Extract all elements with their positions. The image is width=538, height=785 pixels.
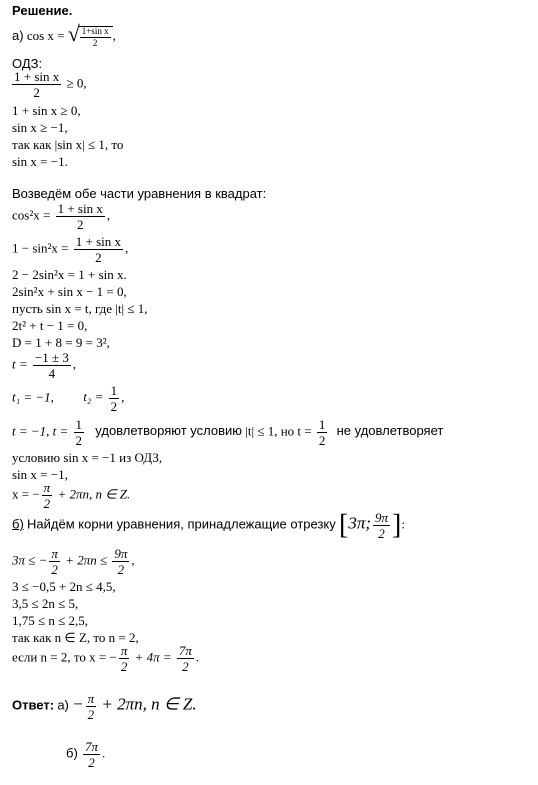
step-13	[12, 481, 130, 510]
answer-a-numerator: π	[87, 691, 95, 706]
radical-sign: √	[67, 21, 80, 46]
step-8-lhs: t =	[12, 356, 28, 372]
segment-left: 3π;	[348, 513, 372, 533]
answer-a-line	[12, 692, 197, 721]
step-10-numerator: 1	[75, 417, 83, 432]
step-10	[12, 418, 443, 447]
b6-denominator-2: 2	[182, 659, 189, 674]
step-8	[12, 351, 76, 380]
part-b-intro	[12, 511, 405, 540]
step-9	[12, 384, 124, 413]
b6-tail: .	[195, 649, 200, 665]
odz-line-1	[12, 70, 87, 99]
answer-a-rest: + 2πn, n ∈ Z.	[101, 694, 197, 714]
step-12: sin x = −1,	[12, 467, 68, 482]
step-10-part-d: не удовлетворяет	[336, 423, 444, 439]
step-1-lhs: cos²x =	[12, 207, 51, 223]
odz-line-2: 1 + sin x ≥ 0,	[12, 103, 81, 118]
answer-a-minus: −	[72, 694, 84, 714]
part-b-step-3: 3,5 ≤ 2n ≤ 5,	[12, 596, 79, 611]
b1-part-b: + 2πn ≤	[65, 552, 108, 568]
b1-denominator: 2	[51, 562, 58, 577]
odz1-numerator: 1 + sin x	[14, 69, 60, 84]
equation-lhs: cos x =	[26, 27, 65, 43]
root-t2-lhs: t₂ =	[83, 389, 104, 405]
step-13-numerator: π	[43, 480, 51, 495]
step-10-part-c: |t| ≤ 1, но t =	[245, 423, 312, 439]
step-1	[12, 202, 110, 231]
step-10-part-a: t = −1, t =	[12, 423, 69, 439]
segment-numerator: 9π	[375, 510, 389, 525]
b6-numerator: π	[120, 643, 128, 658]
odz-line-3: sin x ≥ −1,	[12, 120, 68, 135]
segment-left-bracket: [	[339, 509, 349, 541]
part-b-step-2: 3 ≤ −0,5 + 2n ≤ 4,5,	[12, 579, 116, 594]
segment-tail: :	[401, 516, 405, 532]
root-t2-numerator: 1	[110, 383, 118, 398]
step-8-tail: ,	[72, 356, 77, 372]
step-6: 2t² + t − 1 = 0,	[12, 318, 88, 333]
b6-numerator-2: 7π	[178, 643, 192, 658]
segment-denominator: 2	[378, 526, 385, 541]
step-10-denominator-2: 2	[318, 433, 326, 448]
answer-b-numerator: 7π	[85, 739, 99, 754]
squaring-intro: Возведём обе части уравнения в квадрат:	[12, 186, 267, 201]
step-4: 2sin²x + sin x − 1 = 0,	[12, 284, 127, 299]
part-a-label: а)	[12, 27, 24, 43]
answer-b-denominator: 2	[88, 755, 95, 770]
step-13-denominator: 2	[43, 496, 51, 511]
odz1-denominator: 2	[33, 85, 40, 100]
answer-b-line	[66, 740, 105, 769]
sqrt-numerator: 1+sin x	[81, 26, 109, 36]
step-2-numerator: 1 + sin x	[75, 234, 121, 249]
answer-b-label: б)	[66, 745, 78, 761]
step-13-rhs: + 2πn, n ∈ Z.	[57, 486, 131, 502]
step-10-part-b: удовлетворяют условию	[95, 423, 243, 439]
part-b-step-4: 1,75 ≤ n ≤ 2,5,	[12, 613, 89, 628]
equation-line	[12, 21, 116, 48]
step-5: пусть sin x = t, где |t| ≤ 1,	[12, 301, 148, 316]
step-10-numerator-2: 1	[318, 417, 326, 432]
step-11: условию sin x = −1 из ОДЗ,	[12, 450, 163, 465]
segment-right-bracket: ]	[392, 509, 402, 541]
b1-numerator: π	[51, 546, 58, 561]
b6-denominator: 2	[120, 659, 128, 674]
odz-line-5: sin x = −1.	[12, 154, 68, 169]
part-b-step-5: так как n ∈ Z, то n = 2,	[12, 630, 139, 645]
step-2-denominator: 2	[95, 250, 102, 265]
step-10-denominator: 2	[75, 433, 83, 448]
b1-tail: ,	[131, 552, 135, 568]
b6-part-a: если n = 2, то x = −	[12, 649, 117, 665]
sqrt-denominator: 2	[92, 38, 98, 48]
root-t2-denominator: 2	[110, 399, 118, 414]
b1-part-a: 3π ≤ −	[12, 552, 48, 568]
sqrt-expression	[67, 21, 113, 48]
step-2-tail: ,	[125, 240, 129, 256]
step-3: 2 − 2sin²x = 1 + sin x.	[12, 267, 127, 282]
part-b-label: б)	[12, 516, 24, 532]
root-t1: t₁ = −1,	[12, 389, 54, 405]
equation-tail: ,	[112, 27, 116, 43]
step-1-numerator: 1 + sin x	[57, 201, 103, 216]
b1-numerator-2: 9π	[114, 546, 128, 561]
answer-b-tail: .	[102, 745, 106, 761]
b6-part-b: + 4π =	[134, 649, 172, 665]
part-b-step-1	[12, 547, 135, 576]
odz-line-4: так как |sin x| ≤ 1, то	[12, 137, 124, 152]
step-8-numerator: −1 ± 3	[34, 350, 69, 365]
odz1-rhs: ≥ 0,	[66, 75, 87, 91]
part-b-intro-text: Найдём корни уравнения, принадлежащие отрезку	[27, 516, 336, 532]
odz-label: ОДЗ:	[12, 56, 43, 71]
step-2	[12, 235, 128, 264]
step-1-tail: ,	[106, 207, 111, 223]
answer-label: Ответ:	[12, 697, 55, 713]
answer-a-denominator: 2	[87, 707, 95, 722]
step-1-denominator: 2	[76, 217, 84, 232]
step-9-tail: ,	[121, 389, 125, 405]
step-7: D = 1 + 8 = 9 = 3²,	[12, 335, 110, 350]
solution-heading: Решение.	[12, 3, 73, 18]
answer-a-label: а)	[57, 697, 69, 713]
step-2-lhs: 1 − sin²x =	[12, 240, 69, 256]
step-13-lhs: x = −	[12, 486, 40, 502]
part-b-step-6	[12, 644, 199, 673]
step-8-denominator: 4	[48, 366, 56, 381]
b1-denominator-2: 2	[117, 562, 125, 577]
